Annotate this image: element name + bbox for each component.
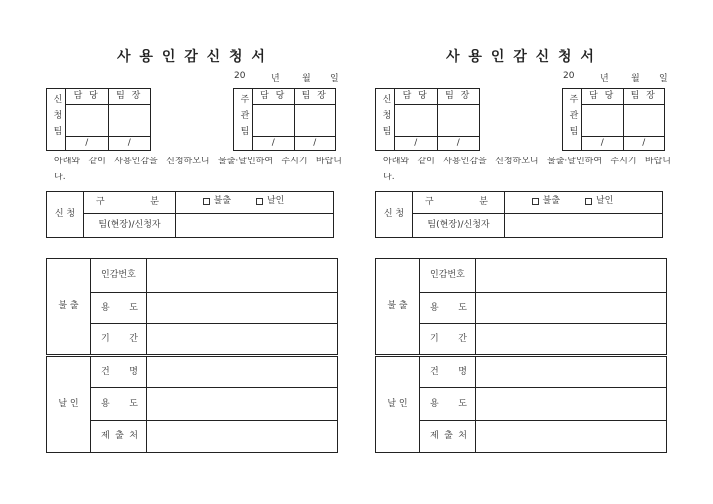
value-cell-submit-to bbox=[476, 421, 667, 453]
manager-team-label-cell bbox=[563, 89, 582, 151]
row-label-case-name: 건 명 bbox=[420, 356, 476, 388]
row-label-release-purpose: 용 도 bbox=[91, 293, 147, 324]
approval-header-staff: 담 당 bbox=[395, 89, 438, 105]
request-table bbox=[46, 191, 334, 238]
date-year-prefix: 20 bbox=[234, 71, 246, 81]
approval-header-leader: 팀 장 bbox=[437, 89, 480, 105]
approval-header-leader: 팀 장 bbox=[623, 89, 665, 105]
seal-detail-table bbox=[46, 258, 338, 453]
release-checkbox[interactable] bbox=[203, 198, 210, 205]
row-label-seal-number: 인감번호 bbox=[91, 259, 147, 293]
row-label-submit-to: 제 출 처 bbox=[420, 421, 476, 453]
row-label-period: 기 간 bbox=[420, 324, 476, 356]
approval-date-leader: / bbox=[437, 137, 480, 151]
stamp-option-label: 날인 bbox=[266, 196, 285, 206]
date-year-unit: 년 bbox=[600, 74, 609, 84]
option-stamp[interactable] bbox=[585, 197, 613, 206]
value-cell-case-name bbox=[476, 356, 667, 388]
request-team-label: 신청팀 bbox=[51, 94, 62, 142]
stamp-checkbox[interactable] bbox=[256, 198, 263, 205]
approval-date-staff: / bbox=[582, 137, 624, 151]
request-label: 신 청 bbox=[376, 192, 413, 238]
approval-date-staff: / bbox=[395, 137, 438, 151]
option-release[interactable] bbox=[203, 197, 231, 206]
value-cell-seal-number bbox=[476, 259, 667, 293]
stamp-option-label: 날인 bbox=[595, 196, 614, 206]
approval-date-staff: / bbox=[66, 137, 109, 151]
date-month-unit: 월 bbox=[302, 74, 311, 84]
value-cell-release-purpose bbox=[476, 293, 667, 324]
signature-cell-leader bbox=[623, 105, 665, 137]
approval-header-staff: 담 당 bbox=[582, 89, 624, 105]
value-cell-case-name bbox=[147, 356, 338, 388]
row-label-stamp-purpose: 용 도 bbox=[91, 388, 147, 421]
manager-team-approval-box bbox=[562, 88, 665, 151]
request-team-label-cell bbox=[47, 89, 66, 151]
row-label-seal-number: 인감번호 bbox=[420, 259, 476, 293]
date-day-unit: 일 bbox=[330, 74, 339, 84]
notice-text-line-2: 다. bbox=[383, 173, 395, 182]
value-cell-period bbox=[147, 324, 338, 356]
applicant-label: 팀(현장)/신청자 bbox=[413, 214, 505, 238]
row-label-period: 기 간 bbox=[91, 324, 147, 356]
manager-team-label: 주관팀 bbox=[567, 94, 578, 142]
row-label-stamp-purpose: 용 도 bbox=[420, 388, 476, 421]
value-cell-release-purpose bbox=[147, 293, 338, 324]
signature-cell-leader bbox=[294, 105, 336, 137]
request-team-approval-box bbox=[46, 88, 151, 151]
category-label: 구 분 bbox=[84, 192, 176, 214]
applicant-value-cell bbox=[176, 214, 334, 238]
value-cell-period bbox=[476, 324, 667, 356]
value-cell-seal-number bbox=[147, 259, 338, 293]
notice-text-line-1: 아래와 같이 사용인감을 신청하오니 불출·날인하여 주시기 바랍니 bbox=[383, 157, 671, 166]
release-option-label: 불출 bbox=[542, 196, 561, 206]
approval-date-leader: / bbox=[623, 137, 665, 151]
signature-cell-staff bbox=[66, 105, 109, 137]
release-section-label: 불 출 bbox=[47, 259, 91, 356]
category-label: 구 분 bbox=[413, 192, 505, 214]
row-label-release-purpose: 용 도 bbox=[420, 293, 476, 324]
signature-cell-staff bbox=[395, 105, 438, 137]
signature-cell-staff bbox=[253, 105, 295, 137]
seal-detail-table bbox=[375, 258, 667, 453]
row-label-submit-to: 제 출 처 bbox=[91, 421, 147, 453]
applicant-label: 팀(현장)/신청자 bbox=[84, 214, 176, 238]
value-cell-submit-to bbox=[147, 421, 338, 453]
row-label-case-name: 건 명 bbox=[91, 356, 147, 388]
notice-text-line-1: 아래와 같이 사용인감을 신청하오니 불출·날인하여 주시기 바랍니 bbox=[54, 157, 342, 166]
request-team-approval-box bbox=[375, 88, 480, 151]
request-table bbox=[375, 191, 663, 238]
notice-text-line-2: 다. bbox=[54, 173, 66, 182]
date-month-unit: 월 bbox=[631, 74, 640, 84]
stamp-checkbox[interactable] bbox=[585, 198, 592, 205]
date-year-prefix: 20 bbox=[563, 71, 575, 81]
stamp-section-label: 날 인 bbox=[47, 356, 91, 453]
release-checkbox[interactable] bbox=[532, 198, 539, 205]
request-team-label: 신청팀 bbox=[380, 94, 391, 142]
form-title: 사 용 인 감 신 청 서 bbox=[117, 49, 267, 65]
manager-team-label-cell bbox=[234, 89, 253, 151]
signature-cell-leader bbox=[108, 105, 151, 137]
value-cell-stamp-purpose bbox=[147, 388, 338, 421]
manager-team-label: 주관팀 bbox=[238, 94, 249, 142]
approval-header-staff: 담 당 bbox=[66, 89, 109, 105]
form-title: 사 용 인 감 신 청 서 bbox=[446, 49, 596, 65]
date-day-unit: 일 bbox=[659, 74, 668, 84]
release-option-label: 불출 bbox=[213, 196, 232, 206]
option-stamp[interactable] bbox=[256, 197, 284, 206]
approval-date-staff: / bbox=[253, 137, 295, 151]
category-options bbox=[176, 192, 334, 214]
approval-header-leader: 팀 장 bbox=[108, 89, 151, 105]
release-section-label: 불 출 bbox=[376, 259, 420, 356]
request-label: 신 청 bbox=[47, 192, 84, 238]
approval-header-staff: 담 당 bbox=[253, 89, 295, 105]
option-release[interactable] bbox=[532, 197, 560, 206]
value-cell-stamp-purpose bbox=[476, 388, 667, 421]
manager-team-approval-box bbox=[233, 88, 336, 151]
applicant-value-cell bbox=[505, 214, 663, 238]
category-options bbox=[505, 192, 663, 214]
approval-date-leader: / bbox=[294, 137, 336, 151]
stamp-section-label: 날 인 bbox=[376, 356, 420, 453]
form-right bbox=[369, 0, 674, 504]
form-left bbox=[40, 0, 345, 504]
approval-header-leader: 팀 장 bbox=[294, 89, 336, 105]
signature-cell-leader bbox=[437, 105, 480, 137]
date-year-unit: 년 bbox=[271, 74, 280, 84]
signature-cell-staff bbox=[582, 105, 624, 137]
request-team-label-cell bbox=[376, 89, 395, 151]
approval-date-leader: / bbox=[108, 137, 151, 151]
